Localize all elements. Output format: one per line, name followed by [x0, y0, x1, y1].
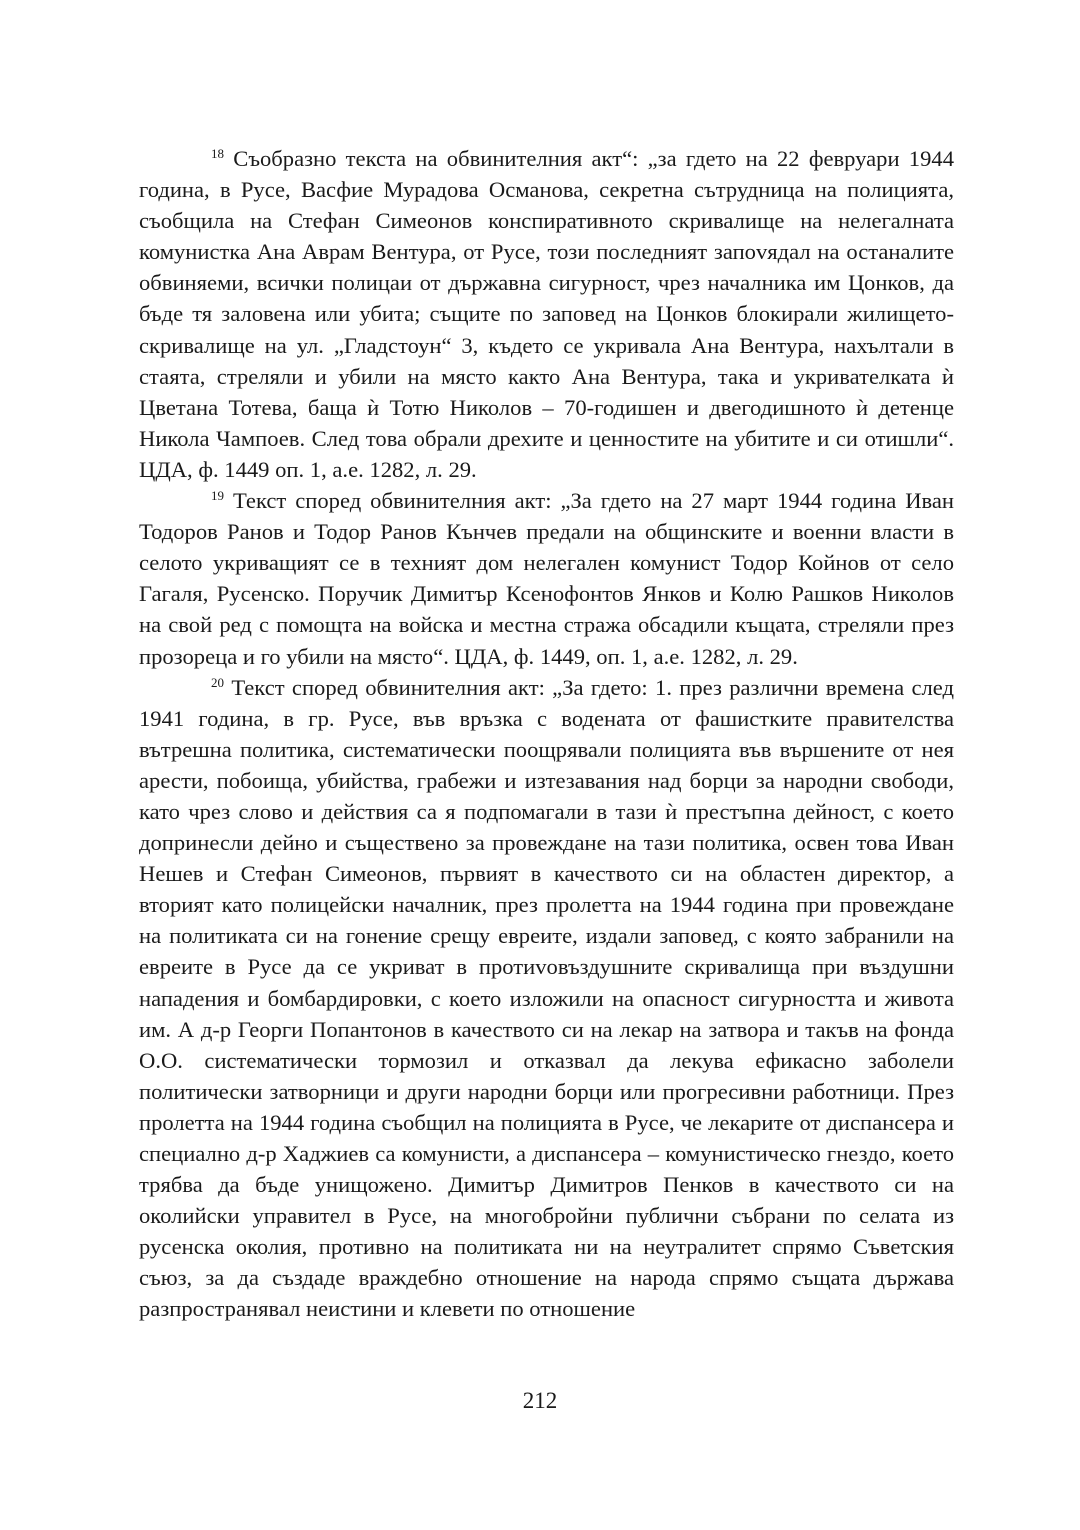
footnote-number: 20 — [211, 674, 224, 690]
footnotes-block — [139, 143, 954, 1325]
footnote-text: Съобразно текста на обвинителния акт“: „за гдето на 22 февруари 1944 година, в Русе, Васфие Мурадова Османова, секретна сътрудница на полицията, съобщила на Стефан Симеонов конспиративното скривалище на нелегалната комунистка Ана Аврам Вентура, от Русе, този последният запоvядал на останалите обвиняеми, всички полицаи от държавна сигурност, чрез началника им Цонков, да бъде тя заловена или убита; същите по заповед на Цонков блокирали жилището-скривалище на ул. „Гладстоун“ 3, където се укривала Ана Вентура, нахълтали в стаята, стреляли и убили на място както Ана Вентура, така и укривателката ѝ Цветана Тотева, баща ѝ Тотю Николов – 70-годишен и двегодишното ѝ детенце Никола Чампоев. След това обрали дрехите и ценностите на убитите и си отишли“. ЦДА, ф. 1449 оп. 1, а.е. 1282, л. 29. — [139, 146, 954, 482]
footnote-text: Текст според обвинителния акт: „За гдето на 27 март 1944 година Иван Тодоров Ранов и Тодор Ранов Кънчев предали на общинските и военни власти в селото укриващият се в техният дом нелегален комунист Тодор Койнов от село Гагаля, Русенско. Поручик Димитър Ксенофонтов Янков и Колю Рашков Николов на свой ред с помощта на войска и местна стража обсадили къщата, стреляли през прозореца и го убили на място“. ЦДА, ф. 1449, оп. 1, а.е. 1282, л. 29. — [139, 488, 954, 669]
footnote-number: 18 — [211, 146, 224, 161]
footnote-19 — [139, 485, 954, 672]
footnote-text: Текст според обвинителния акт: „За гдето: 1. през различни времена след 1941 година, в гр. Русе, във връзка с водената от фашистките правителства вътрешна политика, систематически поощрявали полицията във вършените от нея арести, побоища, убийства, грабежи и изтезавания над борци за народни свободи, като чрез слово и действия са я подпомагали в тази ѝ престъпна дейност, с което допринесли дейно и съществено за провеждане на тази политика, освен това Иван Нешев и Стефан Симеонов, първият в качеството си на областен директор, а вторият като полицейски началник, през пролетта на 1944 година при провеждане на политиката си на гонение срещу евреите, издали заповед, с която забранили на евреите в Русе да се укриват в протиvовъздушните скривалища при въздушни нападения и бомбардировки, с което изложили на опасност сигурността и живота им. А д-р Георги Попантонов в качеството си на лекар на затвора и такъв на фонда О.О. систематически тормозил и отказвал да лекува ефикасно заболели политически затворници и други народни борци или прогресивни работници. През пролетта на 1944 година съобщил на полицията в Русе, че лекарите от диспансера и специално д-р Хаджиев са комунисти, а диспансера – комунистическо гнездо, което трябва да бъде унищожено. Димитър Димитров Пенков в качеството си на околийски управител в Русе, на многобройни публични събрани по селата из русенска околия, противно на политиката ни на неутралитет спрямо Съветския съюз, за да създаде враждебно отношение на народа спрямо същата държава разпространявал неистини и клевети по отношение — [139, 674, 954, 1322]
footnote-20 — [139, 672, 954, 1325]
footnote-number: 19 — [211, 488, 224, 504]
page-number: 212 — [522, 1388, 558, 1413]
footnote-18 — [139, 143, 954, 485]
